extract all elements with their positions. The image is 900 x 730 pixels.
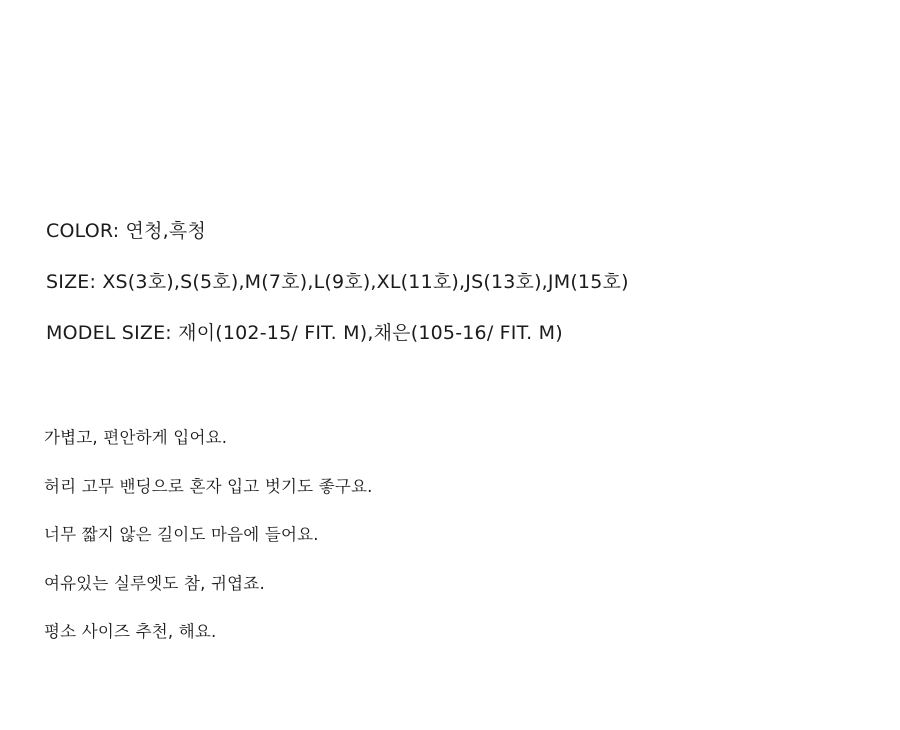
description-line-1: 가볍고, 편안하게 입어요.	[44, 428, 228, 447]
spec-model-size-line: MODEL SIZE: 재이(102-15/ FIT. M),채은(105-16/ FIT. M)	[46, 322, 563, 344]
spec-color-line: COLOR: 연청,흑청	[46, 220, 206, 242]
product-spec-block	[46, 222, 866, 375]
description-line-4: 여유있는 실루엣도 참, 귀엽죠.	[44, 573, 265, 593]
description-line-2: 허리 고무 밴딩으로 혼자 입고 벗기도 좋구요.	[44, 476, 373, 496]
description-line-3: 너무 짧지 않은 길이도 마음에 들어요.	[44, 525, 319, 544]
spec-size-line: SIZE: XS(3호),S(5호),M(7호),L(9호),XL(11호),JS(13호),JM(15호)	[46, 271, 629, 293]
product-description-block	[44, 430, 864, 673]
description-line-5: 평소 사이즈 추천, 해요.	[44, 622, 217, 641]
